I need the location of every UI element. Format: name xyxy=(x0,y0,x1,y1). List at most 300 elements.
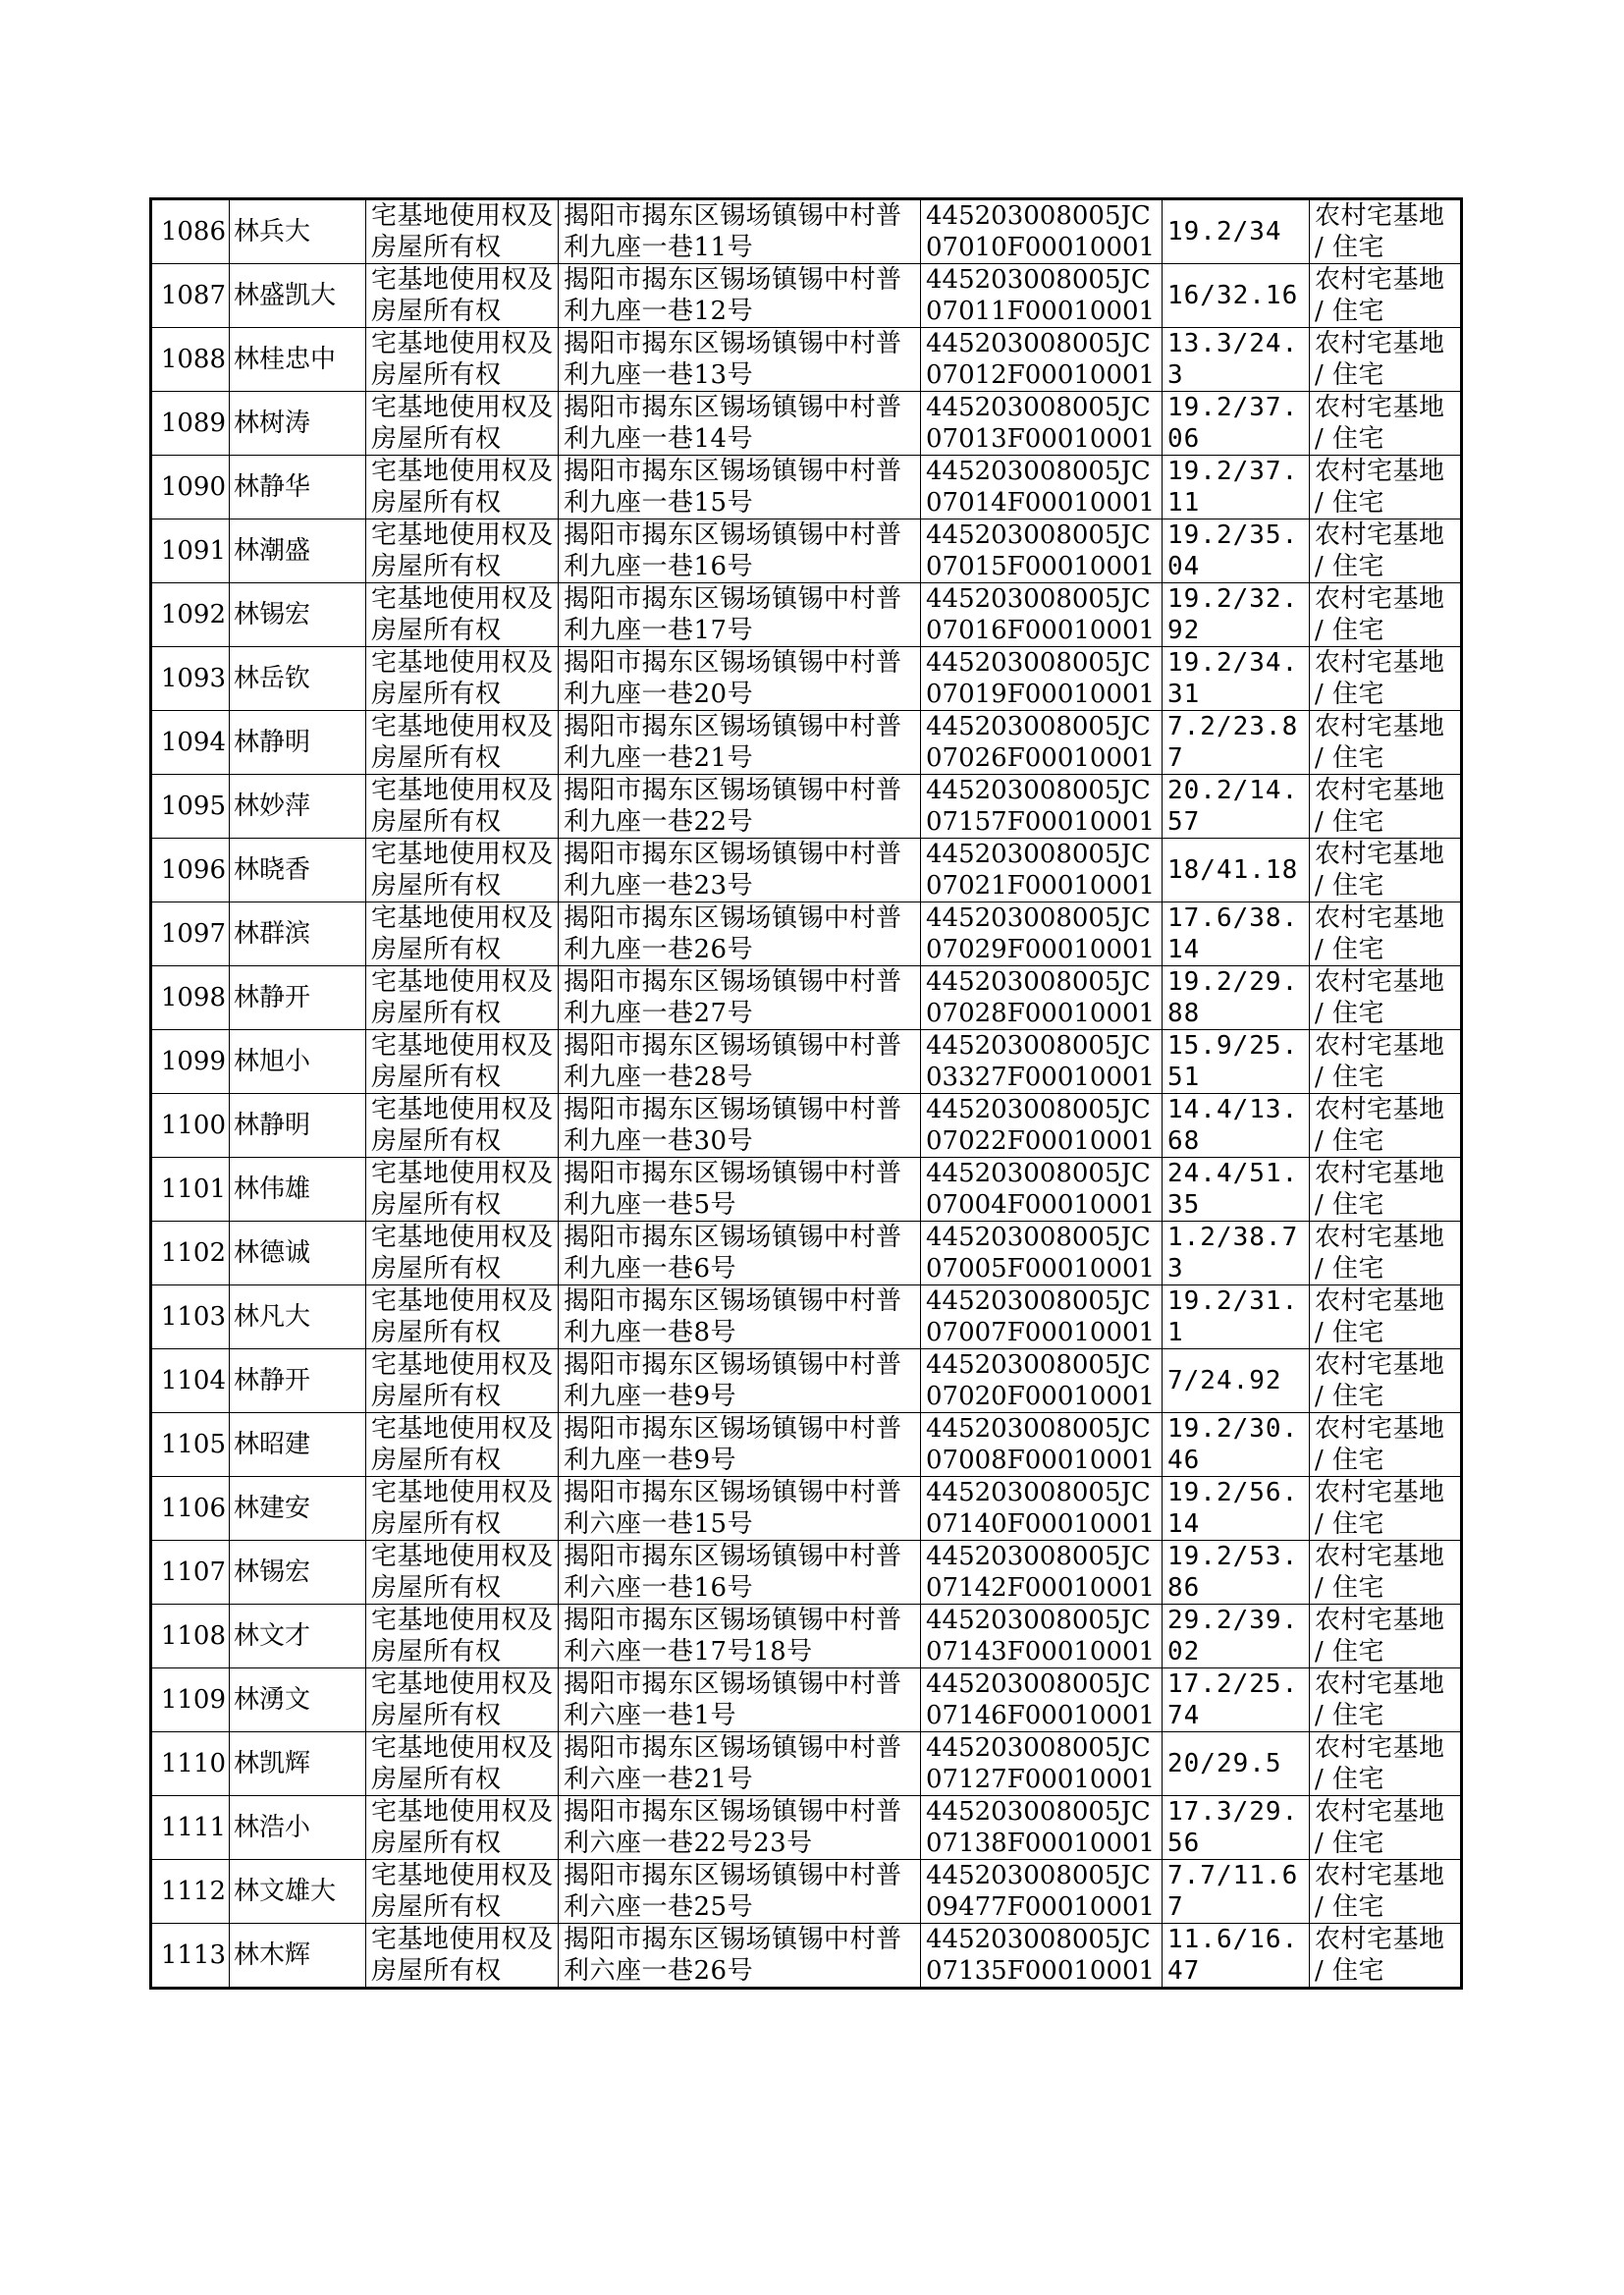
land-use-text: 农村宅基地 / 住宅 xyxy=(1315,520,1445,581)
area-cell xyxy=(1163,1860,1310,1924)
row-number-cell xyxy=(151,1732,230,1796)
area-text: 19.2/30.46 xyxy=(1167,1414,1299,1475)
land-use-text: 农村宅基地 / 住宅 xyxy=(1315,1606,1445,1667)
area-text: 17.2/25.74 xyxy=(1167,1669,1299,1730)
table-row xyxy=(151,1413,1462,1477)
owner-name-cell xyxy=(230,456,366,519)
address-cell xyxy=(559,1285,921,1349)
owner-name-text: 林昭建 xyxy=(234,1430,311,1459)
row-number-text: 1103 xyxy=(160,1302,226,1332)
address-text: 揭阳市揭东区锡场镇锡中村普利六座一巷26号 xyxy=(564,1925,902,1986)
owner-name-cell xyxy=(230,1732,366,1796)
row-number-cell xyxy=(151,1860,230,1924)
land-use-cell xyxy=(1310,519,1462,583)
right-type-text: 宅基地使用权及房屋所有权 xyxy=(371,840,554,901)
area-text: 15.9/25.51 xyxy=(1167,1031,1299,1092)
land-use-text: 农村宅基地 / 住宅 xyxy=(1315,1095,1445,1156)
address-cell xyxy=(559,966,921,1030)
owner-name-cell xyxy=(230,1924,366,1989)
owner-name-text: 林凯辉 xyxy=(234,1749,311,1778)
area-cell xyxy=(1163,392,1310,456)
row-number-cell xyxy=(151,1605,230,1668)
owner-name-text: 林木辉 xyxy=(234,1940,311,1970)
land-use-cell xyxy=(1310,1349,1462,1413)
area-text: 18/41.18 xyxy=(1167,855,1299,885)
right-type-cell xyxy=(366,1477,559,1541)
address-cell xyxy=(559,519,921,583)
area-text: 7.2/23.87 xyxy=(1167,712,1299,773)
area-cell xyxy=(1163,711,1310,775)
row-number-cell xyxy=(151,328,230,392)
land-use-text: 农村宅基地 / 住宅 xyxy=(1315,1542,1445,1603)
row-number-cell xyxy=(151,1796,230,1860)
parcel-code-cell xyxy=(921,1030,1163,1094)
address-cell xyxy=(559,1605,921,1668)
parcel-code-cell xyxy=(921,966,1163,1030)
owner-name-cell xyxy=(230,392,366,456)
owner-name-cell xyxy=(230,1158,366,1222)
land-use-text: 农村宅基地 / 住宅 xyxy=(1315,967,1445,1028)
area-cell xyxy=(1163,839,1310,902)
address-text: 揭阳市揭东区锡场镇锡中村普利九座一巷26号 xyxy=(564,903,902,964)
right-type-text: 宅基地使用权及房屋所有权 xyxy=(371,1606,554,1667)
address-text: 揭阳市揭东区锡场镇锡中村普利九座一巷27号 xyxy=(564,967,902,1028)
area-cell xyxy=(1163,1732,1310,1796)
land-use-cell xyxy=(1310,1732,1462,1796)
row-number-text: 1109 xyxy=(160,1685,226,1715)
owner-name-cell xyxy=(230,1349,366,1413)
row-number-text: 1099 xyxy=(160,1047,226,1076)
owner-name-text: 林静开 xyxy=(234,983,311,1012)
land-use-text: 农村宅基地 / 住宅 xyxy=(1315,1286,1445,1347)
table-row xyxy=(151,1094,1462,1158)
owner-name-cell xyxy=(230,839,366,902)
land-use-text: 农村宅基地 / 住宅 xyxy=(1315,1414,1445,1475)
land-use-cell xyxy=(1310,328,1462,392)
right-type-text: 宅基地使用权及房屋所有权 xyxy=(371,520,554,581)
table-row xyxy=(151,456,1462,519)
area-text: 17.6/38.14 xyxy=(1167,903,1299,964)
owner-name-text: 林静开 xyxy=(234,1366,311,1395)
owner-name-cell xyxy=(230,328,366,392)
parcel-code-cell xyxy=(921,1924,1163,1989)
right-type-cell xyxy=(366,1349,559,1413)
address-text: 揭阳市揭东区锡场镇锡中村普利九座一巷12号 xyxy=(564,265,902,326)
row-number-text: 1102 xyxy=(160,1238,226,1268)
parcel-code-text: 445203008005JC07135F00010001 xyxy=(926,1925,1156,1986)
area-cell xyxy=(1163,1222,1310,1285)
right-type-cell xyxy=(366,839,559,902)
address-text: 揭阳市揭东区锡场镇锡中村普利九座一巷6号 xyxy=(564,1223,902,1284)
table-row xyxy=(151,1860,1462,1924)
owner-name-cell xyxy=(230,1413,366,1477)
land-use-cell xyxy=(1310,1222,1462,1285)
right-type-cell xyxy=(366,1732,559,1796)
right-type-text: 宅基地使用权及房屋所有权 xyxy=(371,1031,554,1092)
land-use-cell xyxy=(1310,1030,1462,1094)
area-cell xyxy=(1163,1668,1310,1732)
address-text: 揭阳市揭东区锡场镇锡中村普利九座一巷22号 xyxy=(564,776,902,837)
right-type-cell xyxy=(366,1030,559,1094)
right-type-text: 宅基地使用权及房屋所有权 xyxy=(371,776,554,837)
right-type-text: 宅基地使用权及房屋所有权 xyxy=(371,584,554,645)
address-cell xyxy=(559,1924,921,1989)
parcel-code-cell xyxy=(921,456,1163,519)
address-cell xyxy=(559,839,921,902)
address-cell xyxy=(559,1222,921,1285)
right-type-text: 宅基地使用权及房屋所有权 xyxy=(371,1733,554,1794)
area-text: 19.2/35.04 xyxy=(1167,520,1299,581)
table-row xyxy=(151,839,1462,902)
owner-name-cell xyxy=(230,583,366,647)
row-number-cell xyxy=(151,264,230,328)
area-cell xyxy=(1163,647,1310,711)
right-type-cell xyxy=(366,966,559,1030)
right-type-cell xyxy=(366,1222,559,1285)
table-row xyxy=(151,1732,1462,1796)
area-text: 11.6/16.47 xyxy=(1167,1925,1299,1986)
area-cell xyxy=(1163,1924,1310,1989)
parcel-code-text: 445203008005JC03327F00010001 xyxy=(926,1031,1156,1092)
row-number-cell xyxy=(151,1158,230,1222)
land-use-text: 农村宅基地 / 住宅 xyxy=(1315,648,1445,709)
parcel-code-text: 445203008005JC07010F00010001 xyxy=(926,201,1156,262)
right-type-text: 宅基地使用权及房屋所有权 xyxy=(371,329,554,390)
parcel-code-text: 445203008005JC07026F00010001 xyxy=(926,712,1156,773)
owner-name-cell xyxy=(230,966,366,1030)
owner-name-text: 林文雄大 xyxy=(234,1877,337,1906)
parcel-code-cell xyxy=(921,647,1163,711)
land-use-text: 农村宅基地 / 住宅 xyxy=(1315,1733,1445,1794)
parcel-code-cell xyxy=(921,1605,1163,1668)
land-use-cell xyxy=(1310,839,1462,902)
land-use-text: 农村宅基地 / 住宅 xyxy=(1315,903,1445,964)
right-type-text: 宅基地使用权及房屋所有权 xyxy=(371,457,554,518)
right-type-text: 宅基地使用权及房屋所有权 xyxy=(371,265,554,326)
owner-name-cell xyxy=(230,1860,366,1924)
address-cell xyxy=(559,392,921,456)
row-number-cell xyxy=(151,456,230,519)
row-number-text: 1108 xyxy=(160,1621,226,1651)
land-use-text: 农村宅基地 / 住宅 xyxy=(1315,776,1445,837)
land-use-cell xyxy=(1310,647,1462,711)
area-text: 24.4/51.35 xyxy=(1167,1159,1299,1220)
land-use-cell xyxy=(1310,1668,1462,1732)
area-text: 19.2/31.1 xyxy=(1167,1286,1299,1347)
table-row xyxy=(151,711,1462,775)
area-cell xyxy=(1163,1541,1310,1605)
row-number-text: 1110 xyxy=(160,1749,226,1778)
owner-name-text: 林群滨 xyxy=(234,919,311,949)
table-row xyxy=(151,1605,1462,1668)
row-number-cell xyxy=(151,1222,230,1285)
area-cell xyxy=(1163,1477,1310,1541)
address-text: 揭阳市揭东区锡场镇锡中村普利九座一巷16号 xyxy=(564,520,902,581)
owner-name-text: 林锡宏 xyxy=(234,600,311,629)
row-number-text: 1091 xyxy=(160,536,226,566)
address-cell xyxy=(559,1668,921,1732)
area-text: 19.2/34.31 xyxy=(1167,648,1299,709)
address-cell xyxy=(559,1030,921,1094)
parcel-code-text: 445203008005JC07146F00010001 xyxy=(926,1669,1156,1730)
address-text: 揭阳市揭东区锡场镇锡中村普利六座一巷1号 xyxy=(564,1669,902,1730)
area-text: 13.3/24.3 xyxy=(1167,329,1299,390)
area-cell xyxy=(1163,519,1310,583)
land-use-text: 农村宅基地 / 住宅 xyxy=(1315,457,1445,518)
row-number-cell xyxy=(151,199,230,264)
row-number-cell xyxy=(151,392,230,456)
row-number-text: 1089 xyxy=(160,409,226,438)
address-cell xyxy=(559,1413,921,1477)
land-use-text: 农村宅基地 / 住宅 xyxy=(1315,1350,1445,1411)
parcel-code-cell xyxy=(921,775,1163,839)
table-row xyxy=(151,1285,1462,1349)
right-type-cell xyxy=(366,775,559,839)
parcel-code-text: 445203008005JC07016F00010001 xyxy=(926,584,1156,645)
row-number-cell xyxy=(151,1668,230,1732)
owner-name-cell xyxy=(230,1094,366,1158)
parcel-code-cell xyxy=(921,1860,1163,1924)
row-number-cell xyxy=(151,966,230,1030)
owner-name-cell xyxy=(230,1285,366,1349)
row-number-text: 1095 xyxy=(160,792,226,821)
right-type-text: 宅基地使用权及房屋所有权 xyxy=(371,393,554,454)
row-number-text: 1113 xyxy=(160,1940,226,1970)
row-number-cell xyxy=(151,519,230,583)
area-text: 19.2/37.11 xyxy=(1167,457,1299,518)
area-text: 19.2/56.14 xyxy=(1167,1478,1299,1539)
parcel-code-cell xyxy=(921,1349,1163,1413)
owner-name-cell xyxy=(230,199,366,264)
right-type-text: 宅基地使用权及房屋所有权 xyxy=(371,1861,554,1922)
area-cell xyxy=(1163,199,1310,264)
row-number-text: 1093 xyxy=(160,664,226,693)
area-cell xyxy=(1163,966,1310,1030)
address-cell xyxy=(559,1349,921,1413)
area-text: 14.4/13.68 xyxy=(1167,1095,1299,1156)
right-type-cell xyxy=(366,1605,559,1668)
parcel-code-text: 445203008005JC07007F00010001 xyxy=(926,1286,1156,1347)
table-row xyxy=(151,1222,1462,1285)
address-cell xyxy=(559,199,921,264)
table-row xyxy=(151,1541,1462,1605)
owner-name-text: 林静华 xyxy=(234,472,311,502)
right-type-cell xyxy=(366,711,559,775)
area-cell xyxy=(1163,1030,1310,1094)
parcel-code-cell xyxy=(921,1285,1163,1349)
parcel-code-text: 445203008005JC07142F00010001 xyxy=(926,1542,1156,1603)
land-use-cell xyxy=(1310,583,1462,647)
address-cell xyxy=(559,1860,921,1924)
parcel-code-text: 445203008005JC07005F00010001 xyxy=(926,1223,1156,1284)
land-use-cell xyxy=(1310,264,1462,328)
owner-name-text: 林旭小 xyxy=(234,1047,311,1076)
right-type-cell xyxy=(366,1668,559,1732)
right-type-cell xyxy=(366,902,559,966)
row-number-text: 1111 xyxy=(160,1813,226,1842)
right-type-cell xyxy=(366,328,559,392)
right-type-text: 宅基地使用权及房屋所有权 xyxy=(371,1095,554,1156)
right-type-cell xyxy=(366,647,559,711)
parcel-code-cell xyxy=(921,1732,1163,1796)
area-text: 17.3/29.56 xyxy=(1167,1797,1299,1858)
right-type-text: 宅基地使用权及房屋所有权 xyxy=(371,648,554,709)
right-type-cell xyxy=(366,1796,559,1860)
row-number-cell xyxy=(151,902,230,966)
land-use-cell xyxy=(1310,456,1462,519)
parcel-code-text: 445203008005JC07157F00010001 xyxy=(926,776,1156,837)
owner-name-cell xyxy=(230,902,366,966)
land-use-cell xyxy=(1310,1796,1462,1860)
area-cell xyxy=(1163,1094,1310,1158)
owner-name-cell xyxy=(230,1541,366,1605)
right-type-cell xyxy=(366,1541,559,1605)
right-type-text: 宅基地使用权及房屋所有权 xyxy=(371,1542,554,1603)
land-use-cell xyxy=(1310,1605,1462,1668)
owner-name-text: 林静明 xyxy=(234,728,311,757)
owner-name-text: 林湧文 xyxy=(234,1685,311,1715)
area-text: 19.2/32.92 xyxy=(1167,584,1299,645)
area-cell xyxy=(1163,1796,1310,1860)
row-number-text: 1107 xyxy=(160,1557,226,1587)
land-use-text: 农村宅基地 / 住宅 xyxy=(1315,584,1445,645)
right-type-text: 宅基地使用权及房屋所有权 xyxy=(371,1159,554,1220)
parcel-code-cell xyxy=(921,1413,1163,1477)
parcel-code-text: 445203008005JC07011F00010001 xyxy=(926,265,1156,326)
row-number-cell xyxy=(151,775,230,839)
owner-name-text: 林锡宏 xyxy=(234,1557,311,1587)
owner-name-text: 林兵大 xyxy=(234,217,311,246)
land-use-cell xyxy=(1310,711,1462,775)
land-use-text: 农村宅基地 / 住宅 xyxy=(1315,1031,1445,1092)
land-use-cell xyxy=(1310,1285,1462,1349)
row-number-text: 1094 xyxy=(160,728,226,757)
owner-name-cell xyxy=(230,775,366,839)
parcel-code-text: 445203008005JC07022F00010001 xyxy=(926,1095,1156,1156)
owner-name-cell xyxy=(230,519,366,583)
row-number-cell xyxy=(151,1349,230,1413)
address-text: 揭阳市揭东区锡场镇锡中村普利九座一巷28号 xyxy=(564,1031,902,1092)
land-use-text: 农村宅基地 / 住宅 xyxy=(1315,1861,1445,1922)
address-text: 揭阳市揭东区锡场镇锡中村普利六座一巷15号 xyxy=(564,1478,902,1539)
right-type-text: 宅基地使用权及房屋所有权 xyxy=(371,201,554,262)
parcel-code-text: 445203008005JC07020F00010001 xyxy=(926,1350,1156,1411)
parcel-code-cell xyxy=(921,264,1163,328)
area-cell xyxy=(1163,583,1310,647)
owner-name-cell xyxy=(230,647,366,711)
address-text: 揭阳市揭东区锡场镇锡中村普利九座一巷30号 xyxy=(564,1095,902,1156)
address-cell xyxy=(559,775,921,839)
table-row xyxy=(151,1477,1462,1541)
owner-name-text: 林桂忠中 xyxy=(234,345,337,374)
row-number-cell xyxy=(151,647,230,711)
land-use-cell xyxy=(1310,902,1462,966)
parcel-code-cell xyxy=(921,1668,1163,1732)
registry-body xyxy=(151,199,1462,1989)
table-row xyxy=(151,966,1462,1030)
parcel-code-text: 445203008005JC07127F00010001 xyxy=(926,1733,1156,1794)
row-number-cell xyxy=(151,1924,230,1989)
table-row xyxy=(151,264,1462,328)
address-text: 揭阳市揭东区锡场镇锡中村普利六座一巷22号23号 xyxy=(564,1797,902,1858)
owner-name-text: 林盛凯大 xyxy=(234,281,337,310)
area-text: 19.2/29.88 xyxy=(1167,967,1299,1028)
row-number-cell xyxy=(151,1094,230,1158)
right-type-text: 宅基地使用权及房屋所有权 xyxy=(371,1925,554,1986)
owner-name-text: 林凡大 xyxy=(234,1302,311,1332)
right-type-text: 宅基地使用权及房屋所有权 xyxy=(371,712,554,773)
land-use-cell xyxy=(1310,1413,1462,1477)
parcel-code-text: 445203008005JC09477F00010001 xyxy=(926,1861,1156,1922)
land-use-text: 农村宅基地 / 住宅 xyxy=(1315,201,1445,262)
owner-name-text: 林文才 xyxy=(234,1621,311,1651)
area-text: 1.2/38.73 xyxy=(1167,1223,1299,1284)
area-cell xyxy=(1163,328,1310,392)
address-text: 揭阳市揭东区锡场镇锡中村普利九座一巷9号 xyxy=(564,1350,902,1411)
parcel-code-cell xyxy=(921,902,1163,966)
table-row xyxy=(151,392,1462,456)
parcel-code-cell xyxy=(921,1158,1163,1222)
area-text: 19.2/34 xyxy=(1167,217,1282,246)
land-use-text: 农村宅基地 / 住宅 xyxy=(1315,329,1445,390)
area-text: 16/32.16 xyxy=(1167,281,1299,310)
land-use-cell xyxy=(1310,1924,1462,1989)
address-text: 揭阳市揭东区锡场镇锡中村普利六座一巷16号 xyxy=(564,1542,902,1603)
address-cell xyxy=(559,1541,921,1605)
owner-name-text: 林浩小 xyxy=(234,1813,311,1842)
owner-name-text: 林岳钦 xyxy=(234,664,311,693)
table-row xyxy=(151,1668,1462,1732)
address-cell xyxy=(559,1796,921,1860)
table-row xyxy=(151,647,1462,711)
area-cell xyxy=(1163,264,1310,328)
right-type-cell xyxy=(366,1413,559,1477)
address-cell xyxy=(559,1732,921,1796)
row-number-cell xyxy=(151,1541,230,1605)
table-row xyxy=(151,328,1462,392)
right-type-cell xyxy=(366,1924,559,1989)
parcel-code-cell xyxy=(921,1094,1163,1158)
parcel-code-text: 445203008005JC07140F00010001 xyxy=(926,1478,1156,1539)
address-text: 揭阳市揭东区锡场镇锡中村普利九座一巷5号 xyxy=(564,1159,902,1220)
row-number-text: 1105 xyxy=(160,1430,226,1459)
address-text: 揭阳市揭东区锡场镇锡中村普利九座一巷14号 xyxy=(564,393,902,454)
right-type-text: 宅基地使用权及房屋所有权 xyxy=(371,1478,554,1539)
area-cell xyxy=(1163,902,1310,966)
right-type-cell xyxy=(366,456,559,519)
area-text: 7.7/11.67 xyxy=(1167,1861,1299,1922)
land-use-text: 农村宅基地 / 住宅 xyxy=(1315,1797,1445,1858)
row-number-text: 1092 xyxy=(160,600,226,629)
parcel-code-cell xyxy=(921,1222,1163,1285)
parcel-code-cell xyxy=(921,199,1163,264)
parcel-code-text: 445203008005JC07028F00010001 xyxy=(926,967,1156,1028)
address-cell xyxy=(559,647,921,711)
area-text: 20.2/14.57 xyxy=(1167,776,1299,837)
owner-name-text: 林静明 xyxy=(234,1111,311,1140)
parcel-code-text: 445203008005JC07019F00010001 xyxy=(926,648,1156,709)
right-type-cell xyxy=(366,392,559,456)
table-row xyxy=(151,583,1462,647)
land-use-text: 农村宅基地 / 住宅 xyxy=(1315,840,1445,901)
right-type-text: 宅基地使用权及房屋所有权 xyxy=(371,1414,554,1475)
address-text: 揭阳市揭东区锡场镇锡中村普利九座一巷21号 xyxy=(564,712,902,773)
owner-name-text: 林伟雄 xyxy=(234,1175,311,1204)
address-cell xyxy=(559,1158,921,1222)
owner-name-cell xyxy=(230,1222,366,1285)
parcel-code-text: 445203008005JC07008F00010001 xyxy=(926,1414,1156,1475)
table-row xyxy=(151,1924,1462,1989)
